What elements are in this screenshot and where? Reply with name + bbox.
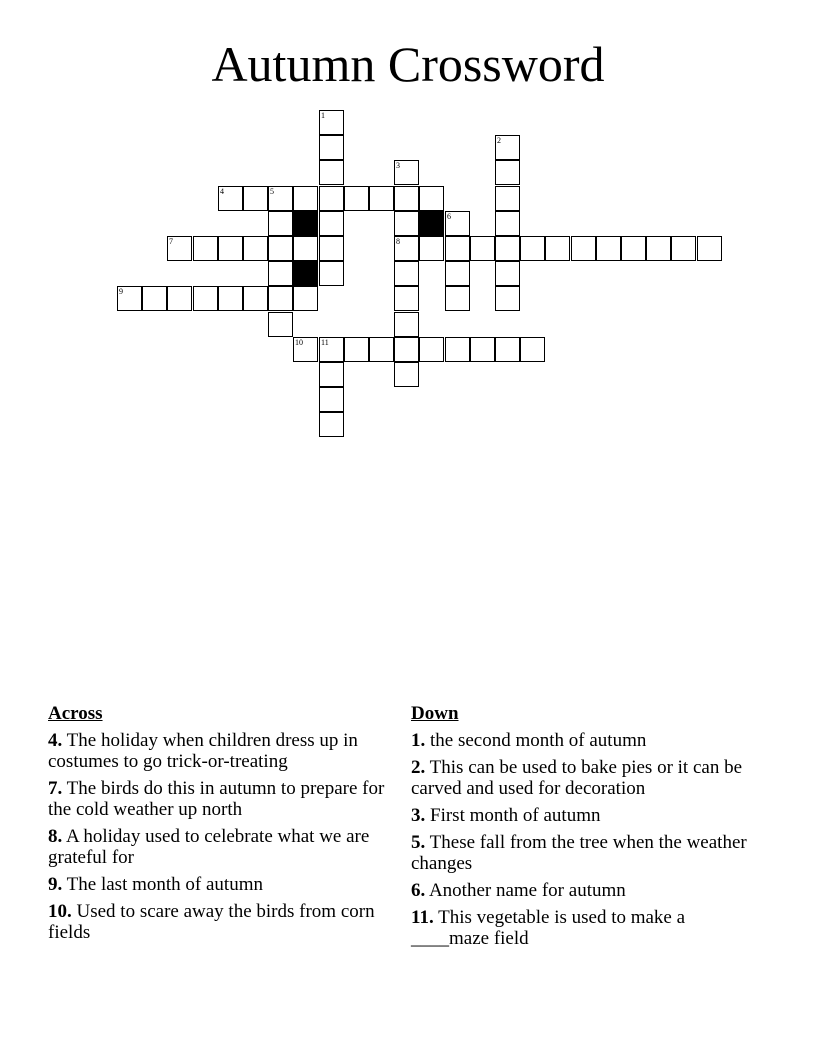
grid-cell[interactable] (419, 337, 444, 362)
grid-cell[interactable] (671, 236, 696, 261)
grid-cell[interactable] (445, 337, 470, 362)
clue-number: 1. (411, 730, 426, 751)
grid-cell[interactable] (495, 160, 520, 185)
clue-number: 8. (48, 826, 63, 847)
grid-cell[interactable] (319, 211, 344, 236)
grid-block (293, 211, 318, 236)
grid-cell[interactable] (495, 286, 520, 311)
clue-text: Another name for autumn (428, 880, 626, 901)
grid-cell[interactable] (218, 236, 243, 261)
across-clue-10 (48, 901, 393, 943)
grid-cell[interactable] (369, 337, 394, 362)
grid-cell[interactable] (520, 337, 545, 362)
grid-cell[interactable] (394, 186, 419, 211)
grid-cell[interactable] (319, 337, 344, 362)
clue-text: First month of autumn (430, 805, 601, 826)
grid-cell[interactable] (268, 211, 293, 236)
grid-cell[interactable] (495, 211, 520, 236)
grid-cell[interactable] (646, 236, 671, 261)
across-clue-7 (48, 778, 393, 820)
across-clues (48, 703, 393, 949)
clue-text: The birds do this in autumn to prepare for the cold weather up north (48, 778, 385, 820)
grid-cell[interactable] (319, 362, 344, 387)
grid-cell[interactable] (218, 286, 243, 311)
grid-cell[interactable] (419, 186, 444, 211)
grid-cell[interactable] (319, 110, 344, 135)
grid-cell[interactable] (293, 337, 318, 362)
clue-text: This vegetable is used to make a ____maze field (411, 907, 686, 949)
grid-cell[interactable] (319, 186, 344, 211)
cell-number: 5 (270, 187, 274, 196)
cell-number: 9 (119, 287, 123, 296)
down-heading: Down (411, 703, 459, 724)
grid-cell[interactable] (394, 337, 419, 362)
grid-cell[interactable] (495, 337, 520, 362)
grid-cell[interactable] (142, 286, 167, 311)
grid-cell[interactable] (268, 312, 293, 337)
grid-cell[interactable] (117, 286, 142, 311)
grid-cell[interactable] (394, 261, 419, 286)
clue-number: 4. (48, 730, 63, 751)
clue-text: This can be used to bake pies or it can be carved and used for decoration (411, 757, 743, 799)
clue-text: the second month of autumn (430, 730, 647, 751)
grid-cell[interactable] (319, 387, 344, 412)
grid-cell[interactable] (319, 412, 344, 437)
grid-cell[interactable] (545, 236, 570, 261)
cell-number: 11 (321, 338, 329, 347)
crossword-grid (0, 0, 816, 460)
grid-cell[interactable] (293, 236, 318, 261)
grid-cell[interactable] (394, 362, 419, 387)
clue-text: The holiday when children dress up in costumes to go trick-or-treating (48, 730, 358, 772)
grid-cell[interactable] (344, 337, 369, 362)
clue-number: 6. (411, 880, 426, 901)
grid-cell[interactable] (495, 186, 520, 211)
grid-cell[interactable] (445, 236, 470, 261)
grid-cell[interactable] (394, 211, 419, 236)
grid-cell[interactable] (319, 160, 344, 185)
down-clue-1 (411, 730, 761, 751)
clue-number: 3. (411, 805, 426, 826)
clue-text: These fall from the tree when the weather changes (411, 832, 747, 874)
grid-cell[interactable] (419, 236, 444, 261)
page-title: Autumn Crossword (211, 36, 605, 92)
grid-cell[interactable] (394, 286, 419, 311)
cell-number: 6 (447, 212, 451, 221)
grid-cell[interactable] (268, 261, 293, 286)
grid-cell[interactable] (571, 236, 596, 261)
clue-text: The last month of autumn (66, 874, 263, 895)
across-clue-8 (48, 826, 393, 868)
grid-cell[interactable] (470, 236, 495, 261)
grid-cell[interactable] (495, 135, 520, 160)
clue-number: 9. (48, 874, 63, 895)
clue-number: 7. (48, 778, 63, 799)
grid-cell[interactable] (218, 186, 243, 211)
down-clue-5 (411, 832, 761, 874)
grid-cell[interactable] (243, 186, 268, 211)
grid-block (293, 261, 318, 286)
grid-cell[interactable] (268, 186, 293, 211)
grid-cell[interactable] (394, 312, 419, 337)
grid-cell[interactable] (268, 236, 293, 261)
grid-cell[interactable] (495, 236, 520, 261)
clue-number: 2. (411, 757, 426, 778)
cell-number: 10 (295, 338, 303, 347)
across-clue-4 (48, 730, 393, 772)
grid-cell[interactable] (394, 236, 419, 261)
grid-cell[interactable] (445, 286, 470, 311)
grid-cell[interactable] (167, 286, 192, 311)
grid-cell[interactable] (596, 236, 621, 261)
down-clue-2 (411, 757, 761, 799)
grid-cell[interactable] (243, 286, 268, 311)
grid-cell[interactable] (697, 236, 722, 261)
grid-cell[interactable] (167, 236, 192, 261)
clue-number: 11. (411, 907, 434, 928)
clue-text: A holiday used to celebrate what we are grateful for (48, 826, 370, 868)
clue-text: Used to scare away the birds from corn fields (48, 901, 375, 943)
grid-cell[interactable] (243, 236, 268, 261)
down-clue-3 (411, 805, 761, 826)
grid-cell[interactable] (445, 211, 470, 236)
grid-cell[interactable] (319, 236, 344, 261)
grid-cell[interactable] (193, 236, 218, 261)
grid-cell[interactable] (621, 236, 646, 261)
clue-number: 5. (411, 832, 426, 853)
grid-cell[interactable] (495, 261, 520, 286)
cell-number: 8 (396, 237, 400, 246)
down-clue-11 (411, 907, 761, 949)
grid-cell[interactable] (319, 261, 344, 286)
cell-number: 7 (169, 237, 173, 246)
grid-cell[interactable] (268, 286, 293, 311)
cell-number: 1 (321, 111, 325, 120)
cell-number: 3 (396, 161, 400, 170)
grid-cell[interactable] (193, 286, 218, 311)
grid-cell[interactable] (344, 186, 369, 211)
across-clue-9 (48, 874, 393, 895)
grid-cell[interactable] (470, 337, 495, 362)
grid-cell[interactable] (394, 160, 419, 185)
down-clues (411, 703, 761, 955)
grid-cell[interactable] (319, 135, 344, 160)
grid-block (419, 211, 444, 236)
cell-number: 2 (497, 136, 501, 145)
grid-cell[interactable] (369, 186, 394, 211)
clue-number: 10. (48, 901, 72, 922)
grid-cell[interactable] (293, 186, 318, 211)
grid-cell[interactable] (520, 236, 545, 261)
grid-cell[interactable] (293, 286, 318, 311)
grid-cell[interactable] (445, 261, 470, 286)
cell-number: 4 (220, 187, 224, 196)
down-clue-6 (411, 880, 761, 901)
across-heading: Across (48, 703, 103, 724)
